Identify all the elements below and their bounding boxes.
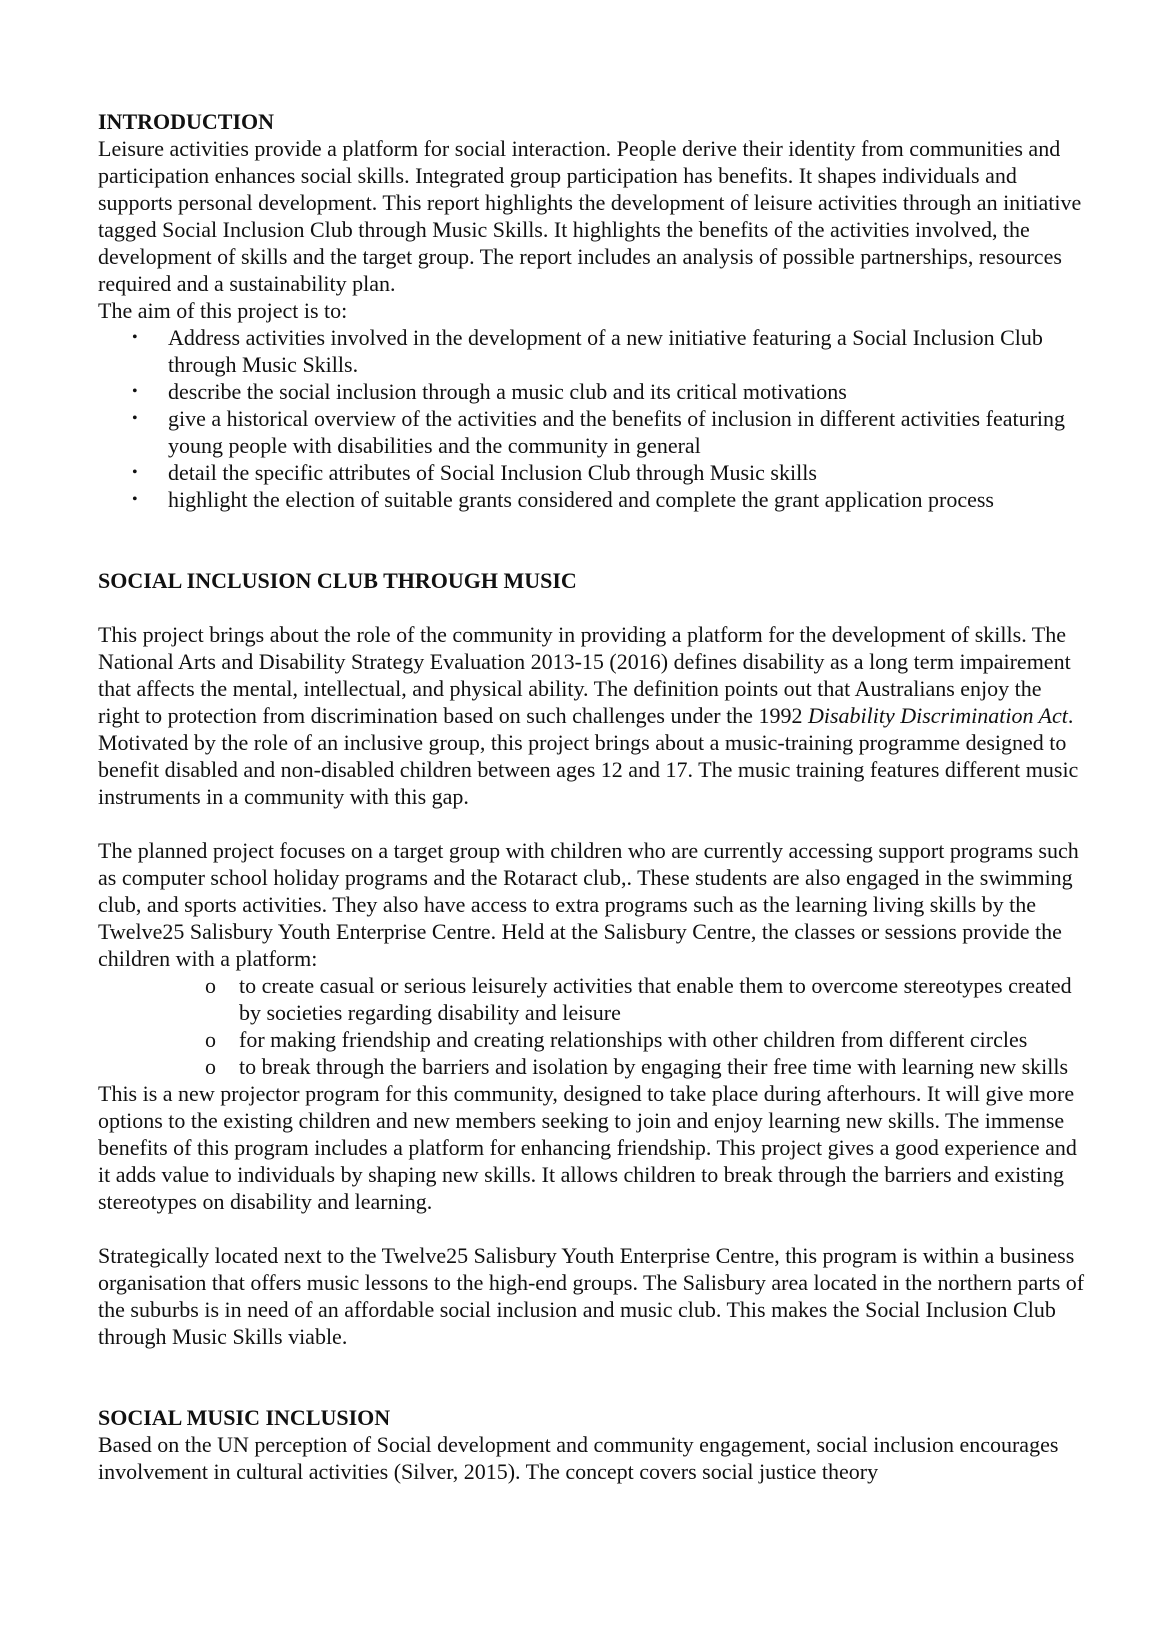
aims-list (98, 324, 1088, 513)
aim-text: highlight the election of suitable grants considered and complete the grant application process (168, 487, 994, 512)
spacer (98, 1350, 1088, 1404)
bullet-icon: • (132, 491, 138, 508)
platform-text: to break through the barriers and isolation by engaging their free time with learning new skills (239, 1054, 1069, 1079)
heading-introduction: INTRODUCTION (98, 109, 275, 134)
list-item (98, 378, 1088, 405)
intro-paragraph: Leisure activities provide a platform for social interaction. People derive their identity from communities and participation enhances social skills. Integrated group participation has benefits. It shapes individuals and supports personal development. This report highlights the development of leisure activities through an initiative tagged Social Inclusion Club through Music Skills. It highlights the benefits of the activities involved, the development of skills and the target group. The report includes an analysis of possible partnerships, resources required and a sustainability plan. (98, 136, 1082, 296)
aim-text: give a historical overview of the activities and the benefits of inclusion in different activities featuring young people with disabilities and the community in general (168, 406, 1066, 458)
act-title: Disability Discrimination Act (807, 703, 1068, 728)
platform-list (98, 972, 1088, 1080)
text-run: This project brings about the role of the community in providing a platform for the development of skills. The National Arts and Disability Strategy Evaluation 2013-15 (2016) defines disability as a long term impairement that affects the mental, intellectual, and physical ability. The definition points out that Australians enjoy the right to protection from discrimination based on such challenges under the 1992 (98, 622, 1071, 728)
list-item (98, 972, 1088, 1026)
document-page (98, 108, 1088, 1485)
circle-bullet-icon: o (205, 973, 216, 998)
bullet-icon: • (132, 383, 138, 400)
bullet-icon: • (132, 464, 138, 481)
aim-text: Address activities involved in the development of a new initiative featuring a Social Inclusion Club through Music Skills. (168, 325, 1043, 377)
circle-bullet-icon: o (205, 1054, 216, 1079)
heading-social-music-inclusion: SOCIAL MUSIC INCLUSION (98, 1405, 391, 1430)
spacer (98, 1215, 1088, 1242)
aim-text: detail the specific attributes of Social Inclusion Club through Music skills (168, 460, 817, 485)
aim-text: describe the social inclusion through a music club and its critical motivations (168, 379, 847, 404)
bullet-icon: • (132, 329, 138, 346)
club-paragraph-1 (98, 621, 1088, 810)
circle-bullet-icon: o (205, 1027, 216, 1052)
platform-text: to create casual or serious leisurely activities that enable them to overcome stereotypes created by societies regarding disability and leisure (239, 973, 1072, 1025)
heading-social-inclusion-club: SOCIAL INCLUSION CLUB THROUGH MUSIC (98, 568, 577, 593)
spacer (98, 513, 1088, 567)
list-item (98, 324, 1088, 378)
club-paragraph-2: The planned project focuses on a target group with children who are currently accessing support programs such as computer school holiday programs and the Rotaract club,. These students are also engaged in the swimming club, and sports activities. They also have access to extra programs such as the learning living skills by the Twelve25 Salisbury Youth Enterprise Centre. Held at the Salisbury Centre, the classes or sessions provide the children with a platform: (98, 838, 1079, 971)
list-item (98, 1053, 1088, 1080)
spacer (98, 810, 1088, 837)
list-item (98, 405, 1088, 459)
list-item (98, 459, 1088, 486)
platform-text: for making friendship and creating relationships with other children from different circles (239, 1027, 1028, 1052)
bullet-icon: • (132, 410, 138, 427)
text-run: . Motivated by the role of an inclusive group, this project brings about a music-training programme designed to benefit disabled and non-disabled children between ages 12 and 17. The music training features different music instruments in a community with this gap. (98, 703, 1079, 809)
club-paragraph-4: Strategically located next to the Twelve25 Salisbury Youth Enterprise Centre, this program is within a business organisation that offers music lessons to the high-end groups. The Salisbury area located in the northern parts of the suburbs is in need of an affordable social inclusion and music club. This makes the Social Inclusion Club through Music Skills viable. (98, 1243, 1085, 1349)
list-item (98, 486, 1088, 513)
club-paragraph-3: This is a new projector program for this community, designed to take place during afterhours. It will give more options to the existing children and new members seeking to join and enjoy learning new skills. The immense benefits of this program includes a platform for enhancing friendship. This project gives a good experience and it adds value to individuals by shaping new skills. It allows children to break through the barriers and existing stereotypes on disability and learning. (98, 1081, 1077, 1214)
social-music-paragraph: Based on the UN perception of Social development and community engagement, social inclusion encourages involvement in cultural activities (Silver, 2015). The concept covers social justice theory (98, 1432, 1059, 1484)
spacer (98, 594, 1088, 621)
aim-lead: The aim of this project is to: (98, 298, 348, 323)
list-item (98, 1026, 1088, 1053)
